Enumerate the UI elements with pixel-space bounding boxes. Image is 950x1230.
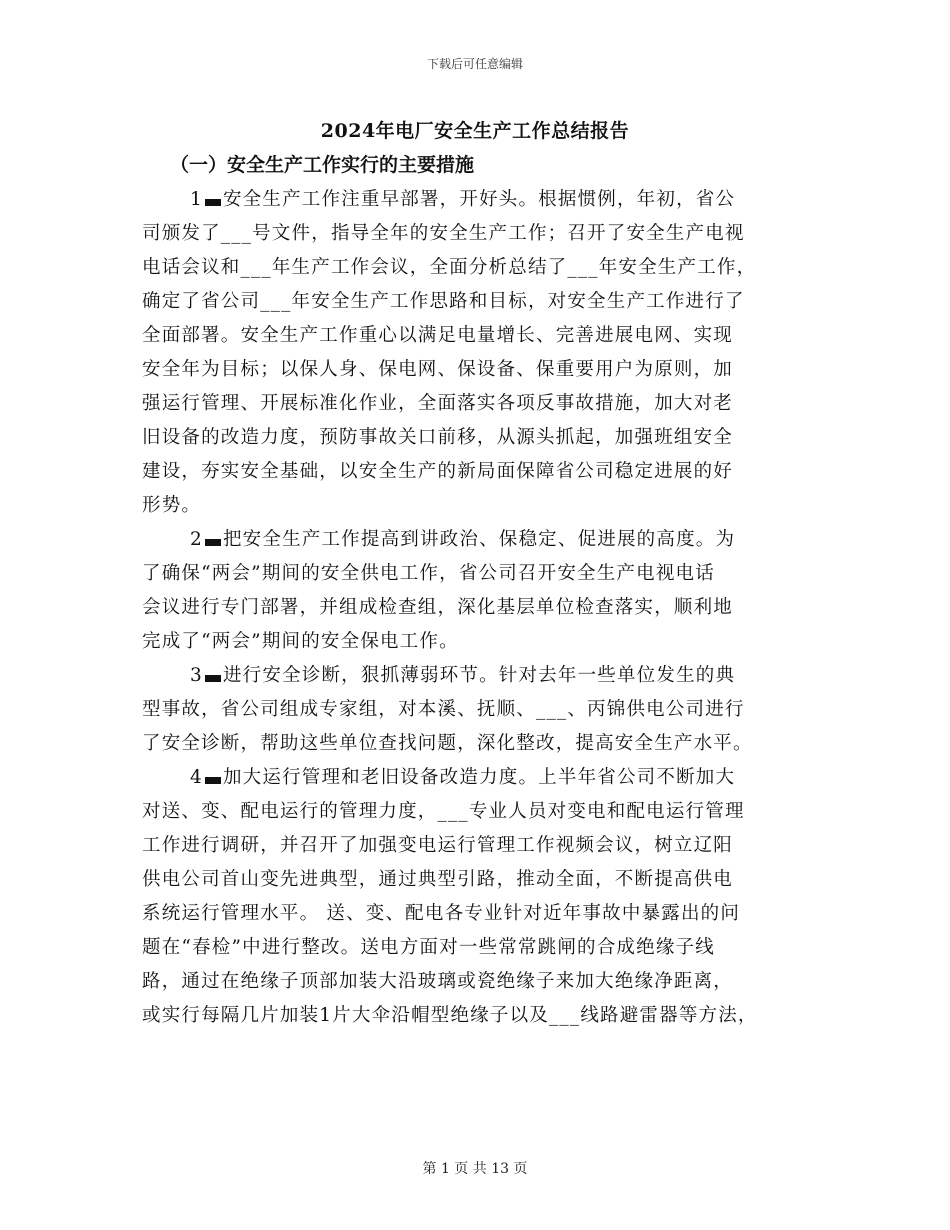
list-marker-bar [205, 777, 221, 784]
page-footer: 第 1 页 共 13 页 [422, 1161, 528, 1177]
list-marker-bar [205, 539, 221, 546]
paragraph-line: 了安全诊断，帮助这些单位查找问题，深化整改，提高安全生产水平。 [142, 733, 753, 754]
paragraph-line: 会议进行专门部署，并组成检查组，深化基层单位检查落实，顺利地 [142, 597, 734, 618]
paragraph-line: 对送、变、配电运行的管理力度，___专业人员对变电和配电运行管理 [142, 801, 745, 822]
paragraph-line: 4 加大运行管理和老旧设备改造力度。上半年省公司不断加大 [190, 767, 736, 788]
paragraph-line: 了确保“两会”期间的安全供电工作，省公司召开安全生产电视电话 [142, 563, 715, 584]
paragraph-line: 3 进行安全诊断，狠抓薄弱环节。针对去年一些单位发生的典 [190, 665, 736, 686]
paragraph [142, 761, 810, 1033]
paragraph-line: 题在“春检”中进行整改。送电方面对一些常常跳闸的合成绝缘子线 [142, 937, 715, 958]
paragraph-line: 工作进行调研，并召开了加强变电运行管理工作视频会议，树立辽阳 [142, 835, 734, 856]
paragraph-line: 系统运行管理水平。 送、变、配电各专业针对近年事故中暴露出的问 [142, 903, 741, 924]
document-title: 2024年电厂安全生产工作总结报告 [320, 120, 630, 142]
list-marker-bar [205, 199, 221, 206]
paragraph-line: 完成了“两会”期间的安全保电工作。 [142, 631, 459, 652]
page-header: 下载后可任意编辑 [426, 57, 523, 71]
paragraph-line: 型事故，省公司组成专家组，对本溪、抚顺、___、丙锦供电公司进行 [142, 699, 745, 720]
paragraph [142, 183, 810, 523]
paragraph [142, 659, 810, 761]
paragraph-line: 路，通过在绝缘子顶部加装大沿玻璃或瓷绝缘子来加大绝缘净距离， [142, 971, 734, 992]
paragraph-line: 旧设备的改造力度，预防事故关口前移，从源头抓起，加强班组安全 [142, 427, 734, 448]
document-body [142, 183, 810, 1033]
paragraph-line: 或实行每隔几片加装1片大伞沿帽型绝缘子以及___线路避雷器等方法， [142, 1005, 758, 1026]
section-heading: （一）安全生产工作实行的主要措施 [170, 154, 475, 176]
paragraph-line: 强运行管理、开展标准化作业，全面落实各项反事故措施，加大对老 [142, 393, 734, 414]
paragraph-line: 司颁发了___号文件，指导全年的安全生产工作；召开了安全生产电视 [142, 223, 745, 244]
paragraph-line: 全面部署。安全生产工作重心以满足电量增长、完善进展电网、实现 [142, 325, 734, 346]
paragraph-line: 安全年为目标；以保人身、保电网、保设备、保重要用户为原则，加 [142, 359, 734, 380]
paragraph-line: 确定了省公司___年安全生产工作思路和目标，对安全生产工作进行了 [142, 291, 745, 312]
paragraph-line: 形势。 [142, 495, 202, 516]
paragraph-line: 建设，夯实安全基础，以安全生产的新局面保障省公司稳定进展的好 [142, 461, 734, 482]
list-marker-bar [205, 675, 221, 682]
paragraph [142, 523, 810, 659]
paragraph-line: 1 安全生产工作注重早部署，开好头。根据惯例，年初，省公 [190, 189, 736, 210]
paragraph-line: 2 把安全生产工作提高到讲政治、保稳定、促进展的高度。为 [190, 529, 736, 550]
paragraph-line: 供电公司首山变先进典型，通过典型引路，推动全面，不断提高供电 [142, 869, 734, 890]
paragraph-line: 电话会议和___年生产工作会议，全面分析总结了___年安全生产工作， [142, 257, 757, 278]
